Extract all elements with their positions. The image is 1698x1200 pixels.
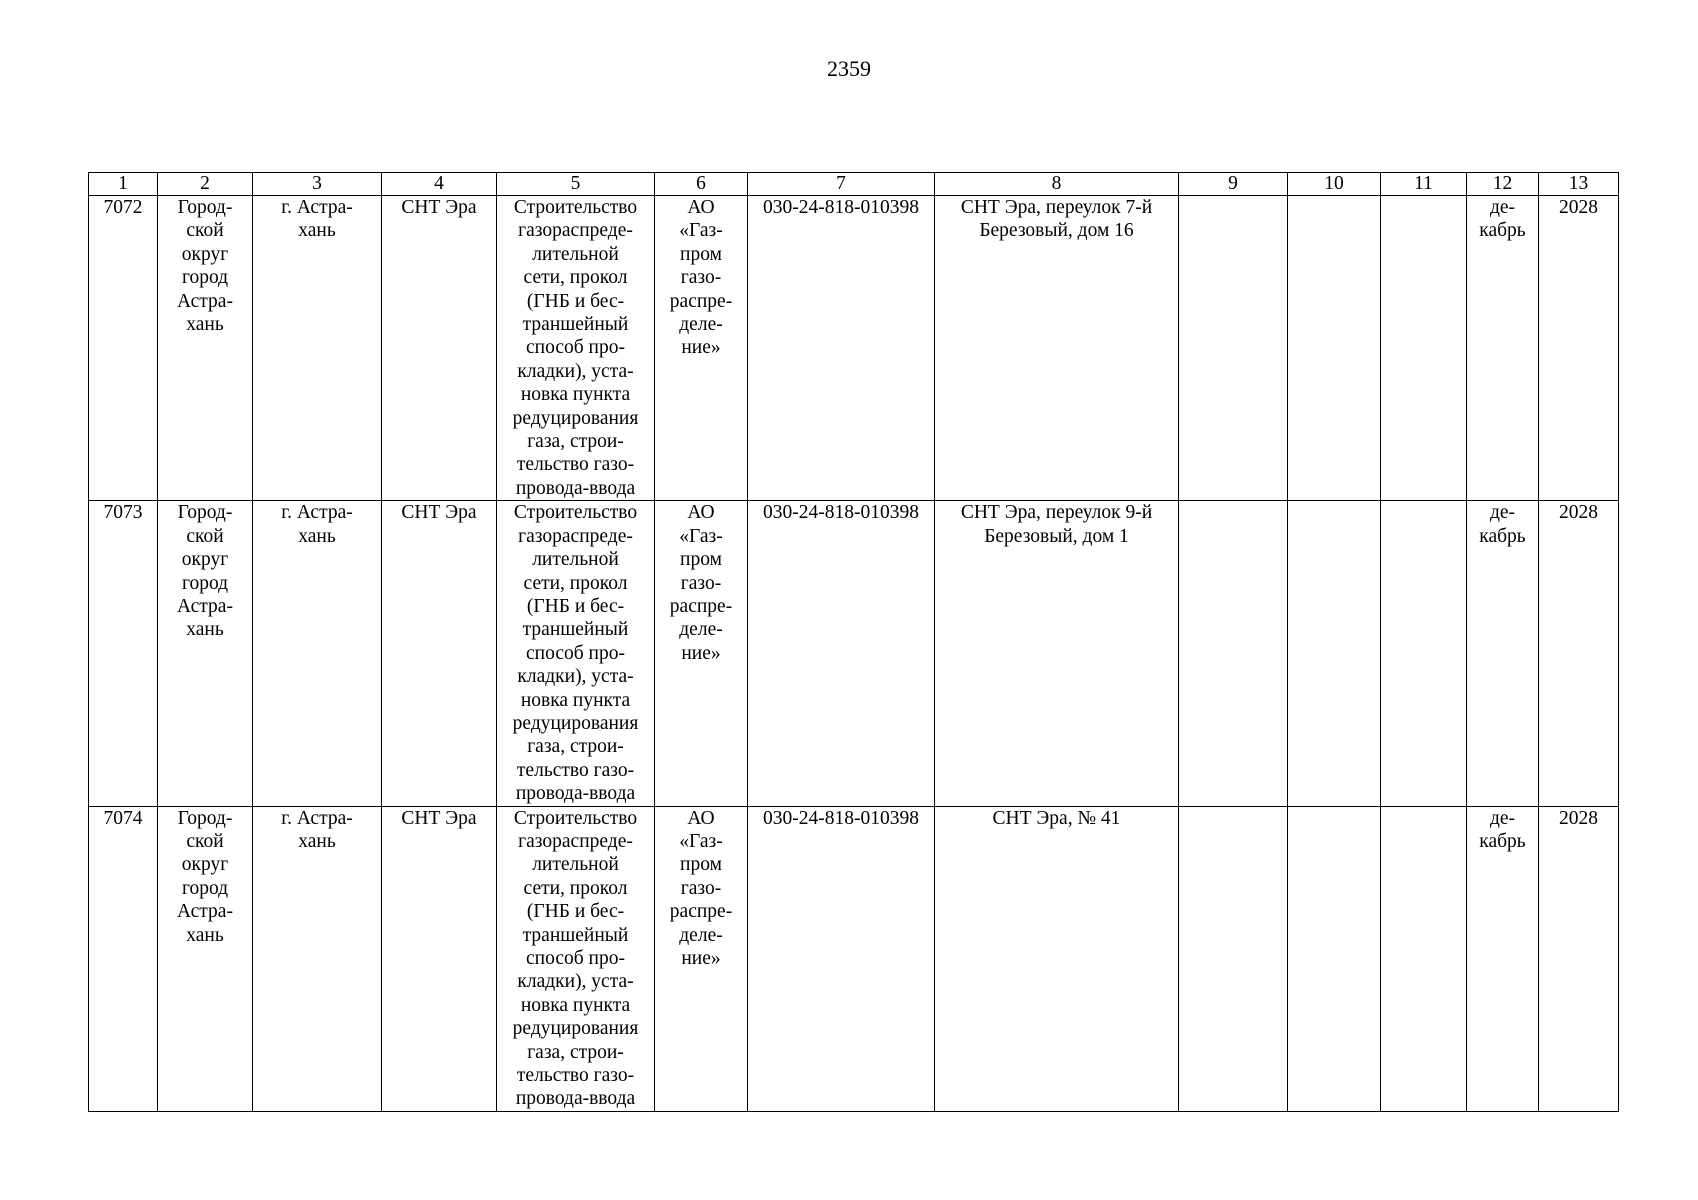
column-number-header: 3 — [253, 173, 382, 196]
empty-cell — [1381, 806, 1467, 1111]
column-number-header: 13 — [1539, 173, 1619, 196]
organization-cell: АО «Газ- пром газо- распре- деле- ние» — [655, 806, 748, 1111]
empty-cell — [1288, 806, 1381, 1111]
organization-cell: АО «Газ- пром газо- распре- деле- ние» — [655, 501, 748, 806]
column-number-header: 6 — [655, 173, 748, 196]
record-number-cell: 7072 — [89, 196, 158, 501]
address-cell: СНТ Эра, переулок 7-й Березовый, дом 16 — [935, 196, 1179, 501]
column-number-header: 12 — [1467, 173, 1539, 196]
address-cell: СНТ Эра, переулок 9-й Березовый, дом 1 — [935, 501, 1179, 806]
empty-cell — [1381, 501, 1467, 806]
locality-cell: СНТ Эра — [382, 806, 497, 1111]
code-cell: 030-24-818-010398 — [748, 196, 935, 501]
settlement-cell: г. Астра- хань — [253, 501, 382, 806]
empty-cell — [1288, 196, 1381, 501]
municipality-cell: Город- ской округ город Астра- хань — [158, 501, 253, 806]
column-number-header: 2 — [158, 173, 253, 196]
code-cell: 030-24-818-010398 — [748, 501, 935, 806]
empty-cell — [1179, 806, 1288, 1111]
locality-cell: СНТ Эра — [382, 501, 497, 806]
year-cell: 2028 — [1539, 501, 1619, 806]
empty-cell — [1381, 196, 1467, 501]
column-number-header: 9 — [1179, 173, 1288, 196]
column-number-header: 5 — [497, 173, 655, 196]
organization-cell: АО «Газ- пром газо- распре- деле- ние» — [655, 196, 748, 501]
address-cell: СНТ Эра, № 41 — [935, 806, 1179, 1111]
settlement-cell: г. Астра- хань — [253, 196, 382, 501]
year-cell: 2028 — [1539, 196, 1619, 501]
column-number-header: 4 — [382, 173, 497, 196]
empty-cell — [1179, 196, 1288, 501]
empty-cell — [1288, 501, 1381, 806]
column-number-header: 11 — [1381, 173, 1467, 196]
month-cell: де- кабрь — [1467, 501, 1539, 806]
data-table — [88, 172, 1619, 1112]
work-description-cell: Строительство газораспреде- лительной сети, прокол (ГНБ и бес- траншейный способ про- кладки), уста- новка пункта редуцирования газа, строи- тельство газо- провода-ввода — [497, 806, 655, 1111]
empty-cell — [1179, 501, 1288, 806]
page-number: 2359 — [827, 56, 871, 81]
table-row — [89, 196, 1619, 501]
work-description-cell: Строительство газораспреде- лительной сети, прокол (ГНБ и бес- траншейный способ про- кладки), уста- новка пункта редуцирования газа, строи- тельство газо- провода-ввода — [497, 501, 655, 806]
table-header-row — [89, 173, 1619, 196]
record-number-cell: 7074 — [89, 806, 158, 1111]
column-number-header: 7 — [748, 173, 935, 196]
column-number-header: 1 — [89, 173, 158, 196]
column-number-header: 10 — [1288, 173, 1381, 196]
column-number-header: 8 — [935, 173, 1179, 196]
municipality-cell: Город- ской округ город Астра- хань — [158, 196, 253, 501]
record-number-cell: 7073 — [89, 501, 158, 806]
municipality-cell: Город- ской округ город Астра- хань — [158, 806, 253, 1111]
year-cell: 2028 — [1539, 806, 1619, 1111]
month-cell: де- кабрь — [1467, 806, 1539, 1111]
code-cell: 030-24-818-010398 — [748, 806, 935, 1111]
month-cell: де- кабрь — [1467, 196, 1539, 501]
settlement-cell: г. Астра- хань — [253, 806, 382, 1111]
table-row — [89, 806, 1619, 1111]
table-row — [89, 501, 1619, 806]
locality-cell: СНТ Эра — [382, 196, 497, 501]
work-description-cell: Строительство газораспреде- лительной сети, прокол (ГНБ и бес- траншейный способ про- кладки), уста- новка пункта редуцирования газа, строи- тельство газо- провода-ввода — [497, 196, 655, 501]
